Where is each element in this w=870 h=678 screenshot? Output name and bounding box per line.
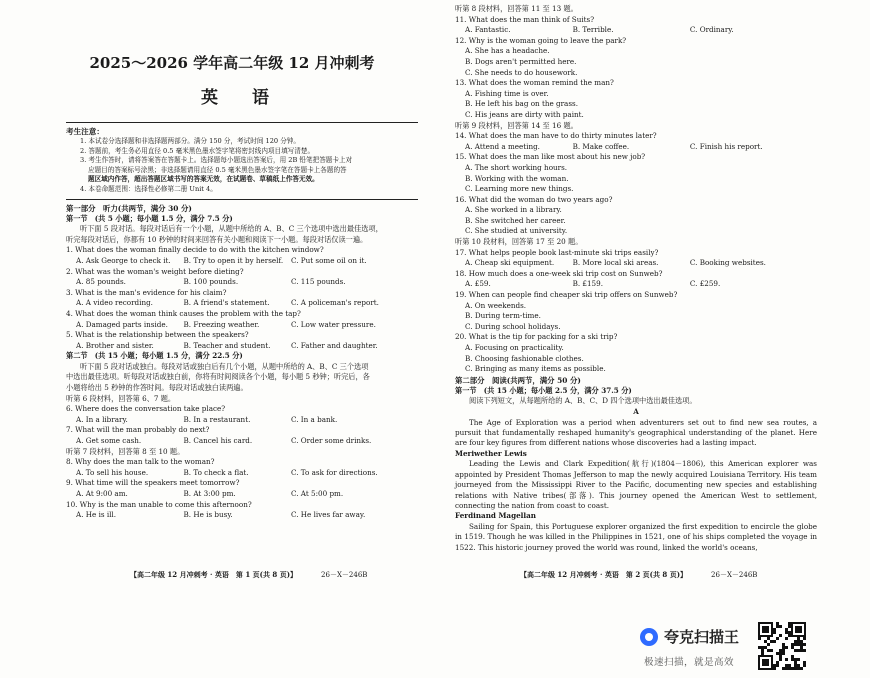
section1-questions <box>66 245 418 351</box>
question-stem: 3. What is the man's evidence for his claim? <box>66 287 227 297</box>
answer-option: B. In a restaurant. <box>183 414 251 424</box>
answer-option: C. £259. <box>689 279 721 289</box>
answer-option: B. He is busy. <box>183 510 233 520</box>
answer-option: A. She worked in a library. <box>465 205 562 215</box>
question-stem: 20. What is the tip for packing for a ski trip? <box>455 332 618 342</box>
section1-instruction: 听完每段对话后，你都有 10 秒钟的时间来回答有关小题和阅读下一小题。每段对话仅读一遍。 <box>66 234 368 244</box>
answer-option: A. A video recording. <box>76 298 153 308</box>
answer-options <box>455 163 817 195</box>
material-heading: 听第 6 段材料，回答第 6、7 题。 <box>66 393 176 403</box>
answer-option: B. At 3:00 pm. <box>183 489 236 498</box>
question-stem: 7. What will the man probably do next? <box>66 425 210 435</box>
answer-option: C. 115 pounds. <box>290 277 346 287</box>
footer-text: 【高二年级 12 月冲刺考 · 英语 第 2 页(共 8 页)】 <box>520 570 688 579</box>
qr-code-icon <box>758 622 806 670</box>
footer-text: 【高二年级 12 月冲刺考 · 英语 第 1 页(共 8 页)】 <box>130 570 298 579</box>
answer-option: C. He lives far away. <box>290 510 366 520</box>
answer-option: A. Get some cash. <box>76 436 142 446</box>
figure-heading-magellan: Ferdinand Magellan <box>455 511 537 521</box>
exam-title: 2025～2026 学年高二年级 12 月冲刺考 <box>89 54 375 72</box>
section2-instruction: 中选出最佳选项。听每段对话或独白前，你将有时间阅读各个小题，每小题 5 秒钟；听完后，各 <box>66 372 370 382</box>
answer-option: A. On weekends. <box>465 300 527 310</box>
paragraph-magellan: Sailing for Spain, this Portuguese explorer organized the first expedition to encircle the globe in 1519. Though he was killed in the Philippines in 1521, one of his ships completed the voyage in 1522. This historic journey proved the world was round, linked the world's oceans, <box>455 522 817 552</box>
figure-heading-lewis: Meriwether Lewis <box>455 448 527 458</box>
answer-option: B. Choosing fashionable clothes. <box>465 353 584 363</box>
answer-option: A. The short working hours. <box>465 162 568 172</box>
answer-option: C. Order some drinks. <box>290 436 372 446</box>
answer-options <box>455 205 817 237</box>
answer-option: B. He left his bag on the grass. <box>465 99 578 109</box>
section1-instruction: 听下面 5 段对话。每段对话后有一个小题，从题中所给的 A、B、C 三个选项中选出最佳选项， <box>80 224 383 234</box>
section2-instruction: 听下面 5 段对话或独白。每段对话或独白后有几个小题，从题中所给的 A、B、C 三个选项 <box>80 361 369 371</box>
answer-options <box>66 415 418 426</box>
answer-option: C. A policeman's report. <box>290 298 379 308</box>
notice-line: 题区域内作答，超出答题区域书写的答案无效，在试题卷、草稿纸上作答无效。 <box>88 175 319 184</box>
notice-line: 3. 考生作答时，请将答案答在答题卡上。选择题每小题选出答案后，用 2B 铅笔把答题卡上对 <box>80 156 353 165</box>
notice-line: 4. 本卷命题范围：选择性必修第二册 Unit 4。 <box>80 184 217 193</box>
answer-option: C. She studied at university. <box>465 226 568 236</box>
answer-option: C. Finish his report. <box>689 141 763 151</box>
question-stem: 17. What helps people book last-minute ski trips easily? <box>455 247 659 257</box>
answer-options <box>66 256 418 267</box>
material-heading: 听第 9 段材料，回答第 14 至 16 题。 <box>455 120 578 130</box>
answer-options <box>66 341 418 352</box>
answer-option: A. To sell his house. <box>76 467 149 477</box>
answer-option: A. At 9:00 am. <box>76 489 128 498</box>
question-stem: 18. How much does a one-week ski trip cost on Sunweb? <box>455 268 663 278</box>
answer-option: C. His jeans are dirty with paint. <box>465 109 584 119</box>
answer-option: B. Make coffee. <box>572 141 630 151</box>
answer-option: A. Fantastic. <box>465 25 511 35</box>
question-stem: 12. Why is the woman going to leave the park? <box>455 35 627 45</box>
question-stem: 2. What was the woman's weight before dieting? <box>66 266 244 276</box>
question-stem: 9. What time will the speakers meet tomorrow? <box>66 478 240 488</box>
question-stem: 4. What does the woman think causes the problem with the tap? <box>66 308 301 318</box>
notice-line: 1. 本试卷分选择题和非选择题两部分。满分 150 分，考试时间 120 分钟。 <box>80 137 300 145</box>
answer-option: B. 100 pounds. <box>183 277 239 287</box>
answer-option: C. Bringing as many items as possible. <box>465 364 606 374</box>
material-heading: 听第 7 段材料，回答第 8 至 10 题。 <box>66 446 185 456</box>
question-stem: 6. Where does the conversation take place? <box>66 404 226 414</box>
divider <box>66 199 418 200</box>
answer-option: C. During school holidays. <box>465 321 561 331</box>
notice-line: 应题目的答案标号涂黑；非选择题请用直径 0.5 毫米黑色墨水签字笔在答题卡上各题的答 <box>88 165 347 174</box>
question-group <box>455 131 817 237</box>
page-2-column <box>455 4 817 553</box>
question-group <box>66 457 418 521</box>
question-stem: 15. What does the man like most about his new job? <box>455 152 646 162</box>
answer-option: A. Cheap ski equipment. <box>465 258 555 268</box>
answer-option: B. Teacher and student. <box>183 340 271 350</box>
answer-option: A. Damaged parts inside. <box>76 319 168 329</box>
answer-options <box>455 258 817 269</box>
answer-options <box>455 25 817 36</box>
answer-options <box>66 436 418 447</box>
section2-instruction: 小题将给出 5 秒钟的作答时间。每段对话或独白读两遍。 <box>66 383 248 393</box>
answer-option: A. Brother and sister. <box>76 340 154 350</box>
answer-option: A. In a library. <box>76 414 128 424</box>
page-1-column <box>66 52 418 521</box>
question-group <box>66 404 418 446</box>
answer-option: A. Ask George to check it. <box>76 255 171 265</box>
answer-options <box>66 468 418 479</box>
question-group <box>455 15 817 121</box>
answer-option: B. Freezing weather. <box>183 319 260 329</box>
answer-option: B. More local ski areas. <box>572 258 659 268</box>
paragraph-lewis: Leading the Lewis and Clark Expedition(航行)(1804－1806), this American explorer was appointed by President Thomas Jefferson to map the newly acquired Louisiana Territory. His team journeyed from the Mississippi River to the Pacific, documenting new species and establishing relations with Native tribes(部落). This journey opened the American West to settlement, connecting the nation from coast to coast. <box>455 459 817 510</box>
answer-option: B. Terrible. <box>572 25 614 35</box>
section2-heading: 第二节 (共 15 小题；每小题 1.5 分，满分 22.5 分) <box>66 351 243 361</box>
material-heading: 听第 10 段材料，回答第 17 至 20 题。 <box>455 237 583 247</box>
question-stem: 14. What does the man have to do thirty minutes later? <box>455 131 657 141</box>
answer-option: C. She needs to do housework. <box>465 67 578 77</box>
question-stem: 8. Why does the man talk to the woman? <box>66 457 215 467</box>
footer-code: 26－X－246B <box>321 571 368 579</box>
question-stem: 1. What does the woman finally decide to do with the kitchen window? <box>66 245 324 255</box>
question-stem: 16. What did the woman do two years ago? <box>455 194 613 204</box>
answer-option: C. Put some oil on it. <box>290 255 367 265</box>
answer-option: C. Ordinary. <box>689 25 734 35</box>
answer-options <box>455 279 817 290</box>
answer-option: B. Dogs aren't permitted here. <box>465 56 577 66</box>
answer-option: A. 85 pounds. <box>76 277 126 287</box>
answer-option: A. Attend a meeting. <box>465 141 540 151</box>
answer-options <box>66 298 418 309</box>
notice-heading: 考生注意： <box>66 127 104 136</box>
answer-options <box>66 277 418 288</box>
answer-option: B. Try to open it by herself. <box>183 255 284 265</box>
material-heading: 听第 8 段材料，回答第 11 至 13 题。 <box>455 4 578 13</box>
section1-heading: 第一节 (共 5 小题；每小题 1.5 分，满分 7.5 分) <box>66 213 233 223</box>
answer-option: C. At 5:00 pm. <box>290 489 344 498</box>
answer-options <box>66 489 418 500</box>
answer-option: C. Father and daughter. <box>290 340 378 350</box>
answer-option: C. Learning more new things. <box>465 184 574 194</box>
question-stem: 10. Why is the man unable to come this afternoon? <box>66 499 252 509</box>
answer-option: B. She switched her career. <box>465 215 566 225</box>
answer-option: B. During term-time. <box>465 311 541 321</box>
answer-options <box>455 89 817 121</box>
answer-option: A. Focusing on practicality. <box>465 343 564 352</box>
exam-subject: 英 语 <box>201 88 283 108</box>
answer-option: B. To check a flat. <box>183 467 249 477</box>
footer-code: 26－X－246B <box>711 571 758 579</box>
notice-list <box>66 137 418 195</box>
page-2-footer <box>520 570 757 580</box>
answer-options <box>66 510 418 521</box>
question-group <box>455 248 817 375</box>
notice-line: 2. 答题前，考生务必用直径 0.5 毫米黑色墨水签字笔将密封线内项目填写清楚。 <box>80 146 315 155</box>
answer-option: A. Fishing time is over. <box>465 88 549 98</box>
answer-options <box>455 46 817 78</box>
part2-instruction: 阅读下列短文，从每题所给的 A、B、C、D 四个选项中选出最佳选项。 <box>469 396 697 406</box>
divider <box>66 122 418 123</box>
passage-letter: A <box>633 406 639 416</box>
question-stem: 5. What is the relationship between the speakers? <box>66 330 249 340</box>
part2-heading: 第二部分 阅读(共两节，满分 50 分) <box>455 375 581 385</box>
part1-heading: 第一部分 听力(共两节，满分 30 分) <box>66 203 192 213</box>
answer-options <box>455 301 817 333</box>
answer-option: B. Working with the woman. <box>465 173 569 183</box>
answer-option: A. He is ill. <box>76 510 117 520</box>
answer-option: B. £159. <box>572 279 603 289</box>
question-stem: 19. When can people find cheaper ski trip offers on Sunweb? <box>455 290 678 300</box>
part2-section1-heading: 第一节 (共 15 小题；每小题 2.5 分，满分 37.5 分) <box>455 385 632 395</box>
answer-option: A. £59. <box>465 279 491 289</box>
passage-intro: The Age of Exploration was a period when adventurers set out to find new sea routes, a pursuit that fundamentally reshaped humanity's geographical understanding of the planet. Here are four key figures from different nations whose discoveries had a lasting impact. <box>455 417 817 448</box>
answer-options <box>455 142 817 153</box>
answer-option: C. In a bank. <box>290 414 338 424</box>
answer-options <box>66 320 418 331</box>
answer-option: A. She has a headache. <box>465 46 550 56</box>
question-stem: 11. What does the man think of Suits? <box>455 14 595 24</box>
answer-option: C. Low water pressure. <box>290 319 376 329</box>
answer-options <box>455 343 817 375</box>
question-stem: 13. What does the woman remind the man? <box>455 78 614 88</box>
answer-option: C. To ask for directions. <box>290 467 378 477</box>
answer-option: B. A friend's statement. <box>183 298 270 308</box>
scanner-logo-icon <box>640 628 658 646</box>
scanner-brand: 夸克扫描王 <box>664 628 740 646</box>
scanner-slogan: 极速扫描，就是高效 <box>644 657 735 668</box>
page-1-footer <box>130 570 367 580</box>
answer-option: B. Cancel his card. <box>183 436 253 446</box>
answer-option: C. Booking websites. <box>689 258 766 268</box>
exam-page-2 <box>435 0 870 678</box>
